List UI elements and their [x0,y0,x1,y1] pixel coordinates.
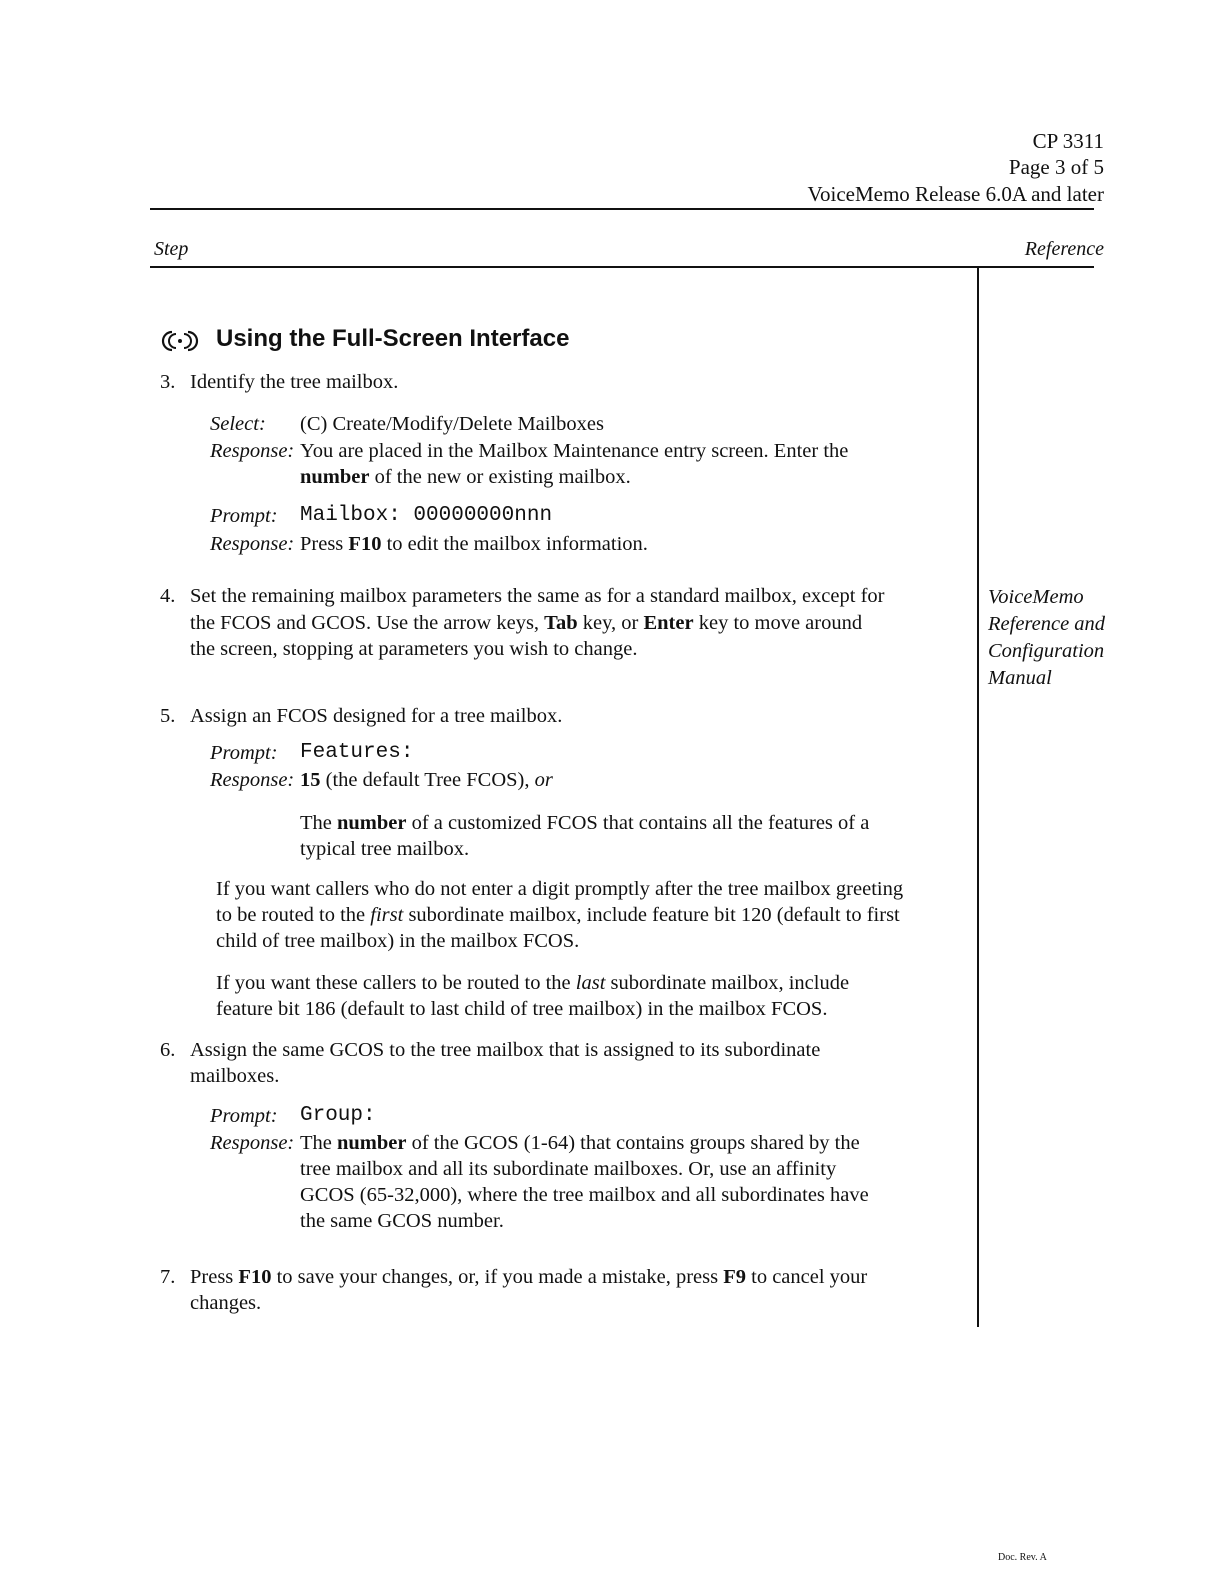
text: tree mailbox and all its subordinate mailboxes. Or, use an affinity [300,1158,837,1180]
key-f10: F10 [238,1266,272,1288]
text: subordinate mailbox, include [610,972,850,994]
step-4-line-2 [190,610,862,636]
text: to edit the mailbox information. [386,533,648,555]
emphasis: first [370,904,404,926]
text: the same GCOS number. [300,1210,504,1232]
step-7 [160,1264,867,1290]
text: The [300,1132,332,1154]
text: GCOS (65-32,000), where the tree mailbox and all subordinates have [300,1184,869,1206]
step-7-line-2: changes. [190,1292,262,1314]
release-info: VoiceMemo Release 6.0A and later [807,182,1104,206]
step-number: 6. [160,1039,176,1061]
text: The [300,812,332,834]
text: feature bit 186 (default to last child of tree mailbox) in the mailbox FCOS. [216,998,828,1020]
text: to save your changes, or, if you made a mistake, press [276,1266,719,1288]
text: child of tree mailbox) in the mailbox FCOS. [216,930,580,952]
prompt-text: Group: [300,1104,376,1127]
step-6-line-2: mailboxes. [190,1065,280,1087]
key-f9: F9 [723,1266,746,1288]
text-line [216,970,849,996]
column-header-rule [150,266,1094,268]
key-f10: F10 [348,533,382,555]
text: If you want these callers to be routed to the [216,972,571,994]
step-4 [160,583,884,609]
step-number: 7. [160,1266,176,1288]
text: to be routed to the [216,904,366,926]
prompt-text: Mailbox: 00000000nnn [300,504,553,527]
prompt-label: Prompt: [210,505,278,527]
prompt-label: Prompt: [210,742,278,764]
reference-line: VoiceMemo [988,586,1084,608]
emphasis: last [575,972,606,994]
step-6 [160,1037,820,1063]
text: (the default Tree FCOS), [325,769,530,791]
step-text: Assign an FCOS designed for a tree mailbox. [190,705,563,727]
response-text [300,767,553,793]
response-label: Response: [210,533,295,555]
reference-column-header: Reference [1024,238,1104,260]
text: If you want callers who do not enter a digit promptly after the tree mailbox greeting [216,878,904,900]
prompt-label: Prompt: [210,1105,278,1127]
column-divider [977,267,979,1327]
reference-note [988,584,1105,692]
text: of a customized FCOS that contains all the features of a [411,812,870,834]
alternate-response-line-2: typical tree mailbox. [300,838,470,860]
page-number: Page 3 of 5 [1008,155,1104,179]
step-text: Assign the same GCOS to the tree mailbox that is assigned to its subordinate [190,1039,821,1061]
step-text: Identify the tree mailbox. [190,371,399,393]
reference-line: Manual [988,667,1052,689]
bold-term: number [337,1132,407,1154]
bold-term: number [300,466,370,488]
text: to cancel your [751,1266,868,1288]
text: Press [300,533,344,555]
step-number: 5. [160,705,176,727]
step-column-header: Step [154,238,189,260]
select-label: Select: [210,413,266,435]
text: Press [190,1266,234,1288]
step-4-line-3: the screen, stopping at parameters you wish to change. [190,638,638,660]
key-enter: Enter [643,612,694,634]
keyboard-icon [160,330,202,352]
header-rule [150,208,1094,210]
text: key, or [582,612,639,634]
text: the FCOS and GCOS. Use the arrow keys, [190,612,540,634]
bold-term: number [337,812,407,834]
response-label: Response: [210,1132,295,1154]
response-text [300,1130,869,1234]
text-line [216,902,903,928]
response-text [300,531,648,557]
text-line [300,1130,869,1156]
reference-line: Reference and [988,613,1106,635]
text: key to move around [698,612,863,634]
step-number: 4. [160,585,176,607]
response-text-cont [300,464,631,490]
bold-term: 15 [300,769,321,791]
alternate-response [300,810,869,836]
response-text: You are placed in the Mailbox Maintenance entry screen. Enter the [300,440,849,462]
note-paragraph-first [216,876,903,954]
step-5 [160,703,562,729]
text: or [534,769,553,791]
text: of the GCOS (1-64) that contains groups shared by the [411,1132,860,1154]
text: subordinate mailbox, include feature bit 120 (default to first [408,904,900,926]
select-text: (C) Create/Modify/Delete Mailboxes [300,413,604,435]
response-label: Response: [210,440,295,462]
key-tab: Tab [544,612,578,634]
prompt-text: Features: [300,741,414,764]
doc-revision: Doc. Rev. A [998,1552,1047,1563]
step-text: Set the remaining mailbox parameters the same as for a standard mailbox, except for [190,585,885,607]
step-number: 3. [160,371,176,393]
section-title: Using the Full-Screen Interface [216,325,570,352]
response-text-tail: of the new or existing mailbox. [374,466,631,488]
doc-id: CP 3311 [1032,129,1104,153]
response-label: Response: [210,769,295,791]
reference-line: Configuration [988,640,1105,662]
step-3 [160,369,398,395]
note-paragraph-last [216,970,849,1022]
